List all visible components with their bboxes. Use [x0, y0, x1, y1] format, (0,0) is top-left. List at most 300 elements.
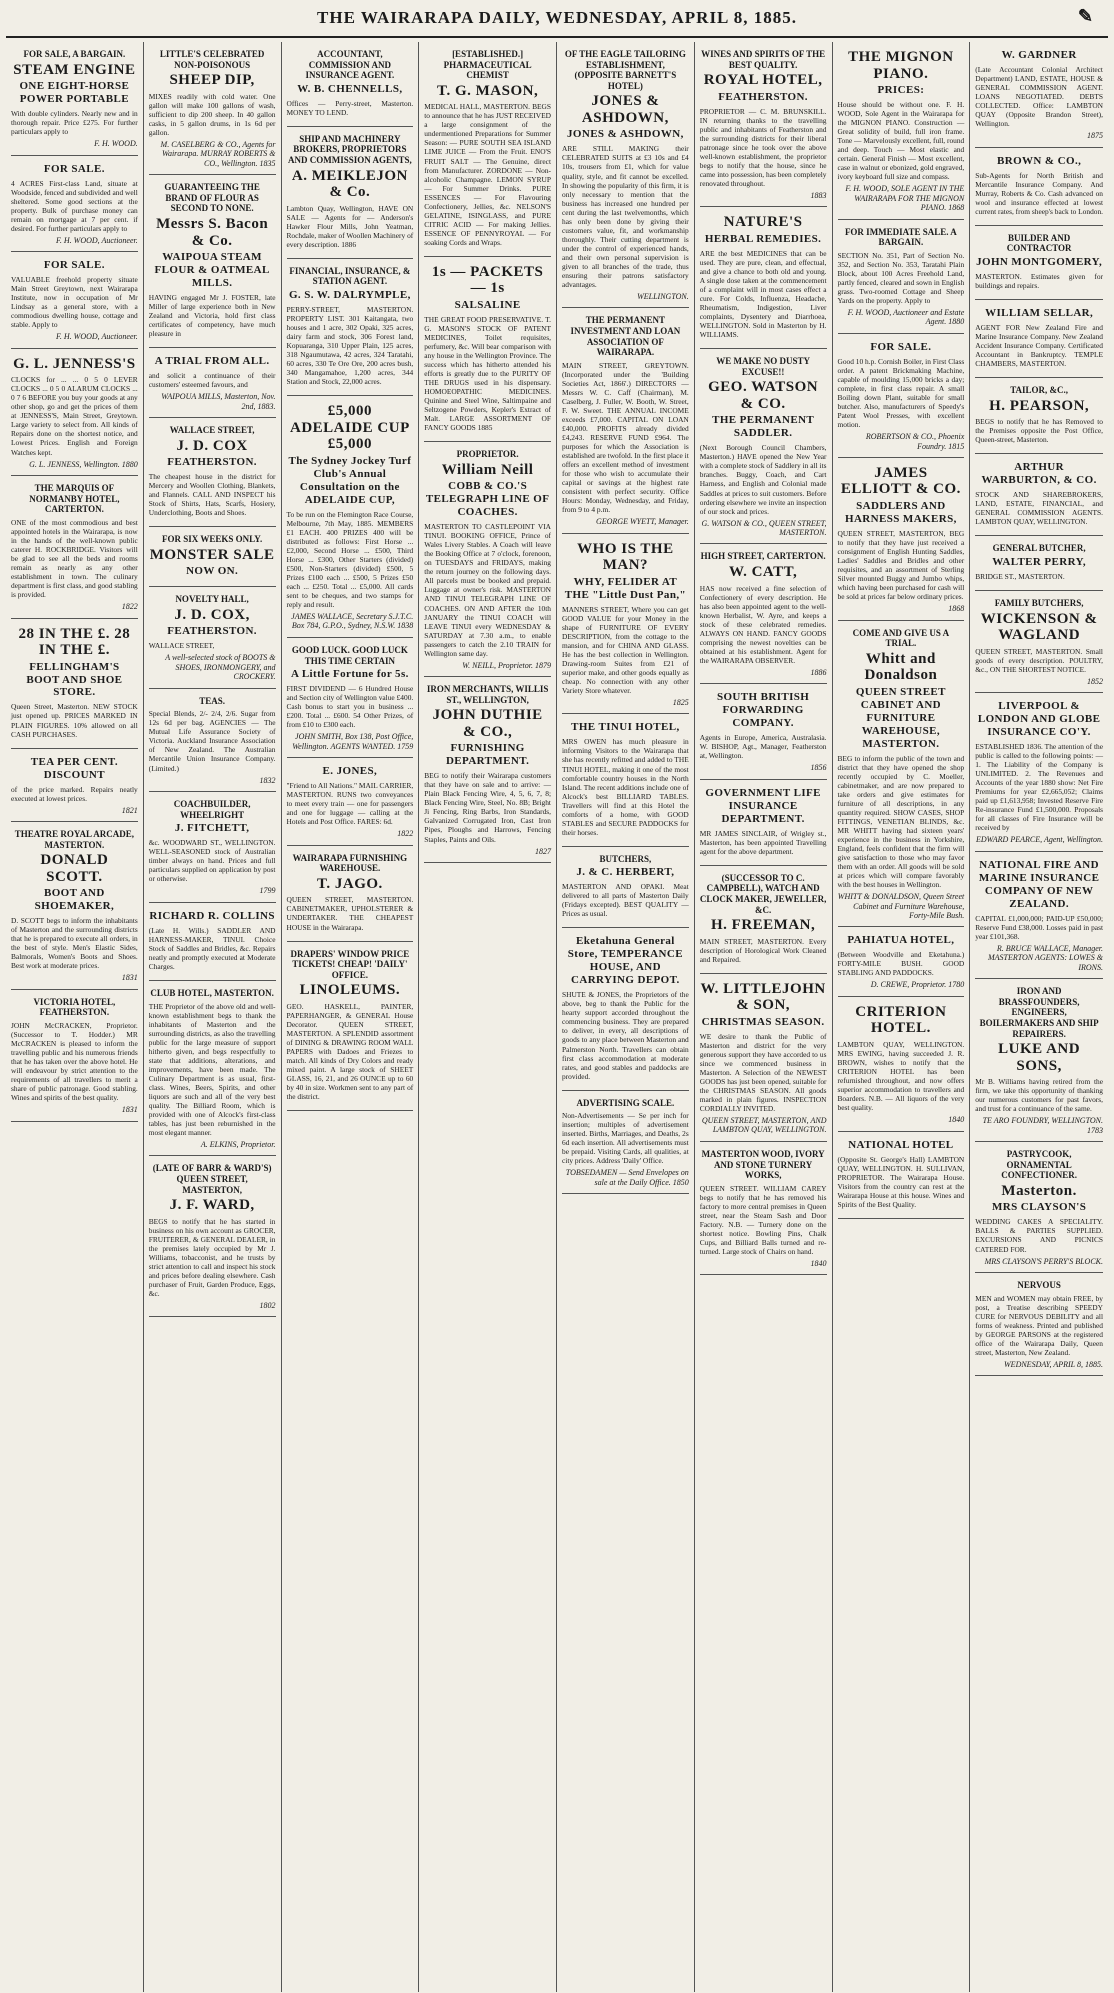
ad-body-text: QUEEN STREET, MASTERTON. Small goods of every description. POULTRY, &c., ON THE SHORTEST NOTICE.: [975, 646, 1103, 674]
column-6: [695, 42, 833, 1992]
ad-body-text: (Next Borough Council Chambers, Masterton.) HAVE opened the New Year with a complete stock of Saddlery in all its branches. Buggy, Coach, and Cart Harness, and English and Colonial made Saddles at prices to suit customers. Before ordering elsewhere we invite an inspection of our stock and prices.: [699, 443, 827, 516]
advertisement: [149, 1156, 276, 1317]
advertisement: [149, 348, 276, 418]
ad-subheadline: FEATHERSTON.: [167, 456, 257, 469]
ad-body-text: BEG to notify their Wairarapa customers that they have on sale and to arrive: — Plain Black Fencing Wire, 4, 5, 6, 7, 8; Black Fencing Wire, Steel, No. 8B; Bright Ji Fencing, Ring Barbs, Iron Standards, Galvanized Corrugated Iron, Cast Iron Pipes, Ploughs and Harrows, Fencing Staples, Paints and Oils.: [424, 771, 551, 844]
ad-heading-small: IRON AND BRASSFOUNDERS, ENGINEERS, BOILERMAKERS AND SHIP REPAIRERS.: [979, 986, 1099, 1039]
ad-body-text: (Late H. Wills.) SADDLER AND HARNESS-MAKER, TINUI. Choice Stock of Saddles and Bridles, &c. Repairs neatly and promptly executed at Moderate Charges.: [148, 925, 276, 971]
ad-subheadline: FOR SALE.: [43, 162, 105, 175]
advertisement: [975, 1142, 1103, 1273]
ad-headline: LINOLEUMS.: [299, 982, 401, 999]
ad-headline: W. LITTLEJOHN & SON,: [700, 980, 826, 1014]
hand-mark-icon: ✎: [1077, 6, 1094, 26]
ad-body-text: MASTERTON TO CASTLEPOINT VIA TINUI. BOOKING OFFICE, Prince of Wales Livery Stables. A Coach will leave the Booking Office at 7 o'clock, forenoon, on TUESDAYS and FRIDAYS, making the return journey on the following days. All parcels must be booked and prepaid. Luggage at owner's risk. MASTERTON AND TINUI TELEGRAPH LINE OF COACHES. ON AND AFTER the 10th JANUARY the TINUI COACH will LEAVE TINUI every WEDNESDAY & SATURDAY at 7.30 a.m., to enable passengers to catch the 2.10 TRAIN for Wellington same day.: [424, 522, 551, 658]
ad-heading-small: TAILOR, &C.,: [1010, 385, 1069, 396]
ad-body-text: JOHN McCRACKEN, Proprietor. (Successor to T. Hodder.) MR McCRACKEN is pleased to inform the travelling public and his numerous friends that he has taken over the above hotel. He will endeavour by strict attention to the requirements of all travellers to merit a share of public patronage. Good stabling. Wines and spirits of the best quality.: [11, 1021, 138, 1103]
column-7: [833, 42, 971, 1992]
ad-headline: MONSTER SALE: [149, 546, 275, 563]
advertisement: [700, 684, 827, 779]
ad-signature: 1886: [810, 667, 827, 677]
ad-body-text: WE desire to thank the Public of Masterton and district for the very generous support they have accorded to us since we commenced business in Masterton. A Selection of the NEWEST GOODS has just been opened, suitable for the CHRISTMAS SEASON. All goods marked in plain figures. INSPECTION CORDIALLY INVITED.: [699, 1031, 827, 1113]
ad-signature: 1840: [948, 1115, 965, 1125]
advertisement: [838, 621, 965, 928]
ad-headline: WHO IS THE MAN?: [577, 540, 674, 574]
ad-headline: T. G. MASON,: [437, 82, 539, 99]
ad-signature: F. H. WOOD.: [94, 139, 138, 149]
ad-subheadline: SALSALINE: [454, 298, 521, 311]
ad-heading-small: (LATE OF BARR & WARD'S) QUEEN STREET, MASTERTON,: [152, 1163, 272, 1195]
ad-heading-small: FOR SALE, A BARGAIN.: [23, 49, 126, 59]
ad-body-text: FIRST DIVIDEND — 6 Hundred House and Section city of Wellington value £400. Cash bonus to start you in business ... £200. Total ... £600. 54 Other Prizes, of from £10 to £300 each.: [286, 684, 414, 730]
ad-headline: 1s — PACKETS — 1s: [431, 263, 544, 297]
advertisement: [838, 997, 965, 1132]
advertisement: [149, 903, 276, 981]
advertisement: [287, 259, 414, 396]
advertisement: [562, 1091, 689, 1195]
column-1: [6, 42, 144, 1992]
ad-heading-small: LITTLE'S CELEBRATED NON-POISONOUS: [159, 49, 265, 70]
ad-subheadline: PRICES:: [877, 84, 925, 96]
advertisement-columns: [6, 42, 1108, 1992]
advertisement: [562, 714, 689, 846]
ad-body-text: MEN and WOMEN may obtain FREE, by post, a Treatise describing SPEEDY CURE for NERVOUS DEBILITY and all forms of weakness. Printed and published by GEORGE PARSONS at the registered office of the Wairarapa Daily, Queen street, Masterton, New Zealand.: [975, 1293, 1103, 1357]
ad-heading-small: NOVELTY HALL,: [175, 594, 249, 605]
ad-body-text: ONE of the most commodious and best appointed hotels in the Wairarapa, is now in the hands of the well-known public caterer H. ROCKBRIDGE. Visitors will be glad to see all the beds and rooms remain as nearly as any other establishment in town. The culinary department is first class, and good stabling is provided.: [11, 517, 138, 600]
ad-body-text: With double cylinders. Nearly new and in thorough repair. Price £275. For further particulars apply to: [11, 109, 138, 137]
ad-subheadline: W. GARDNER: [1001, 49, 1077, 61]
ad-signature: GEORGE WYETT, Manager.: [596, 517, 689, 527]
advertisement: [838, 334, 965, 458]
ad-heading-small: BUTCHERS,: [599, 853, 652, 864]
ad-body-text: STOCK AND SHAREBROKERS, LAND, ESTATE, FINANCIAL, and GENERAL COMMISSION AGENTS. LAMBTON QUAY, WELLINGTON.: [975, 490, 1103, 527]
ad-subheadline: HERBAL REMEDIES.: [704, 232, 822, 245]
ad-subheadline: CHRISTMAS SEASON.: [701, 1015, 825, 1028]
ad-signature: F. H. WOOD, Auctioneer and Estate Agent. 1880: [847, 307, 965, 327]
ad-subheadline: SADDLERS AND HARNESS MAKERS,: [845, 499, 957, 525]
ad-signature: TE ARO FOUNDRY, WELLINGTON. 1783: [982, 1116, 1103, 1135]
ad-body-text: QUEEN STREET, MASTERTON, BEG to notify that they have just received a consignment of English Hunting Saddles, Ladies' Saddles and Bridles and other requisites, and an assortment of Sterling Silver mounted Buggy and Jumbo whips, which having been purchased for cash will be sold at prices far below ordinary prices.: [837, 528, 965, 602]
ad-body-text: &c. WOODWARD ST., WELLINGTON. WELL-SEASONED stock of Australian timber always on hand. Prices and full particulars supplied on application by post or otherwise.: [148, 838, 276, 884]
ad-body-text: ARE STILL MAKING their CELEBRATED SUITS at £3 10s and £4 10s, trousers from £1, which for value quality, style, and fit cannot be excelled. In showing the popularity of this firm, it is only necessary to mention that the business has increased one hundred per cent during the last twelvemonths, which has only been done by giving their customers value, fit, and workmanship thoroughly. Their cutting department is under the control of experienced hands, and their own personal supervision is given to all branches of the trade, thus ensuring their patrons satisfactory advantages.: [562, 144, 689, 289]
ad-body-text: PERRY-STREET, MASTERTON. PROPERTY LIST. 301 Kaitangata, two houses and 1 acre, 302 Opaki, 325 acres, dairy farm and stock, 306 Forest land, Kopuaranga, 310 Upper Plain, 125 acres, 318 Ngaumutawa, 42 acres, 324 Taratahi, 60 acres, 330 Te Ore Ore, 200 acres bush, 340 Mangamahoe, 1,200 acres, 344 Station and Stock, 22,000 acres.: [286, 305, 414, 387]
ad-signature: WEDNESDAY, APRIL 8, 1885.: [1004, 1359, 1103, 1369]
ad-body-text: MAIN STREET, GREYTOWN. (Incorporated under the 'Building Societies Act, 1866'.) DIRECTORS — Messrs W. C. Caff (Chairman), M. Caselberg, J. Fuller, W. Booth, W. Street, F. W. Sweet. THE ANNUAL INCOME exceeds £7,000. CAPITAL ON LOAN £40,000. PROFITS already divided £4,243. RESERVE FUND £964. The purposes for which the Association is established are twofold. In the first place it offers an excellent method of investment for those who wish to accumulate their capital or savings at the highest rate consistent with perfect security. Office Hours: Monday, Wednesday, and Friday, from 9 to 4 p.m.: [562, 360, 689, 515]
advertisement: [424, 42, 551, 257]
ad-body-text: MASTERTON. Estimates given for buildings and repairs.: [975, 271, 1103, 290]
advertisement: [975, 226, 1103, 300]
ad-signature: 1822: [397, 829, 414, 839]
ad-subheadline: A Little Fortune for 5s.: [290, 668, 409, 681]
advertisement: [700, 42, 827, 207]
ad-headline: SHEEP DIP,: [169, 72, 255, 89]
advertisement: [424, 677, 551, 863]
advertisement: [838, 927, 965, 997]
advertisement: [975, 148, 1103, 226]
advertisement: [149, 418, 276, 527]
ad-body-text: CAPITAL £1,000,000; PAID-UP £50,000; Reserve Fund £38,000. Losses paid in past year £101,368.: [975, 913, 1103, 941]
ad-headline: William Neill: [441, 461, 534, 478]
advertisement: [838, 1132, 965, 1219]
ad-subheadline: W. B. CHENNELLS,: [297, 82, 403, 95]
advertisement: [975, 591, 1103, 693]
advertisement: [975, 693, 1103, 852]
ad-signature: 1821: [121, 805, 138, 815]
ad-headline: J. D. COX: [176, 437, 248, 454]
ad-heading-small: ADVERTISING SCALE.: [576, 1097, 675, 1108]
advertisement: [838, 220, 965, 334]
ad-headline: LUKE AND SONS,: [998, 1041, 1081, 1074]
ad-body-text: Good 10 h.p. Cornish Boiler, in First Class order. A patent Brickmaking Machine, capable of moulding 15,000 bricks a day; complete, in first class repair. A small Boiling down Plant, suitable for small butcher. Also, manufacturers of Speedy's Patent Wool Presses, with excellent motion.: [837, 356, 965, 430]
ad-headline: J. D. COX,: [174, 606, 250, 623]
advertisement: [287, 942, 414, 1112]
ad-heading-small: WALLACE STREET,: [169, 424, 255, 435]
ad-subheadline: QUEEN STREET CABINET AND FURNITURE WAREHOUSE, MASTERTON.: [855, 685, 946, 750]
ad-subheadline: FEATHERSTON.: [718, 90, 808, 103]
advertisement: [975, 852, 1103, 979]
ad-heading-small: HIGH STREET, CARTERTON.: [700, 551, 826, 562]
ad-body-text: GEO. HASKELL, PAINTER, PAPERHANGER, & GENERAL House Decorator. QUEEN STREET, MASTERTON. A SPLENDID assortment of DINING & DRAWING ROOM WALL PAPERS with Dadoes and Friezes to match. All kinds of Dry Colors and ready mixed paint. A large stock of SHEET GLASS, 16, 21, and 26 OUNCE up to 60 by 40 in size. Workmen sent to any part of the district.: [286, 1001, 414, 1102]
ad-subheadline: MRS CLAYSON'S: [991, 1201, 1087, 1214]
ad-subheadline: WHY, FELIDER AT THE "Little Dust Pan,": [564, 575, 686, 601]
advertisement: [287, 42, 414, 127]
ad-body-text: (Late Accountant Colonial Architect Department) LAND, ESTATE, HOUSE & GENERAL COMMISSION AGENT. LOANS NEGOTIATED. DEBTS COLLECTED. Office: LAMBTON QUAY (Opposite Brandon Street), Wellington.: [975, 64, 1103, 129]
ad-body-text: MEDICAL HALL, MASTERTON. BEGS to announce that he has JUST RECEIVED a large consignment of the undermentioned Preparations for Summer Season: — PURE SOUTH SEA ISLAND LIME JUICE — From the Fruit. ENO'S FRUIT SALT — The Genuine, direct from Manufacturer. ZORDONE — Non-alcoholic Champagne. LEMON SYRUP — For Summer Drinks. PURE ESSENCES — For Flavouring Confectionery, Jellies, &c. NELSON'S GELATINE, ISINGLASS, and PURE CITRIC ACID — For making Jellies. ESSENCE OF PENNYROYAL — For soaking Cords and Wraps.: [424, 102, 551, 247]
ad-body-text: MIXES readily with cold water. One gallon will make 100 gallons of wash, sufficient to dip 200 sheep. In 40 gallon casks, in 5 gallon drums, in 1s 6d per gallon.: [148, 91, 276, 137]
ad-heading-small: BUILDER AND CONTRACTOR: [1006, 232, 1072, 254]
advertisement: [11, 990, 138, 1122]
ad-subheadline: FOR SALE.: [43, 259, 105, 272]
ad-signature: 1831: [121, 1105, 138, 1115]
ad-subheadline: LIVERPOOL & LONDON AND GLOBE INSURANCE CO'Y.: [977, 700, 1101, 739]
ad-subheadline: NATIONAL FIRE AND MARINE INSURANCE COMPANY OF NEW ZEALAND.: [978, 858, 1100, 910]
ad-subheadline: The Sydney Jockey Turf Club's Annual Consultation on the ADELAIDE CUP,: [288, 454, 412, 506]
advertisement: [11, 476, 138, 619]
ad-body-text: (Opposite St. George's Hall) LAMBTON QUAY, WELLINGTON. H. SULLIVAN, PROPRIETOR. The Wairarapa House. Visitors from the country can rest at the Wairarapa House at this house. Wines and Spirits of the Best Quality.: [837, 1154, 965, 1209]
ad-subheadline: JONES & ASHDOWN,: [567, 128, 684, 141]
ad-signature: F. H. WOOD, Auctioneer.: [56, 332, 138, 342]
ad-heading-small: ACCOUNTANT, COMMISSION AND INSURANCE AGENT.: [305, 49, 395, 81]
advertisement: [424, 257, 551, 442]
ad-body-text: 4 ACRES First-class Land, situate at Woodside, fenced and subdivided and well sheltered. Some good sections at the property. Bulk of purchase money can remain on mortgage at 7 per cent. if desired. For further particulars apply to: [11, 178, 138, 233]
advertisement: [11, 42, 138, 156]
ad-signature: 1868: [948, 604, 965, 614]
ad-body-text: WALLACE STREET,: [148, 641, 215, 651]
advertisement: [562, 308, 689, 533]
ad-body-text: HAS now received a fine selection of Confectionery of every description. He has also been appointed agent to the well-known Herbalist, W. Ayre, and keeps a stock of these celebrated remedies. ALWAYS ON HAND. FANCY GOODS comprising the newest novelties can be obtained at his establishment. Agent for the WAIRARAPA OBSERVER.: [699, 583, 827, 665]
ad-signature: F. H. WOOD, Auctioneer.: [56, 235, 138, 245]
ad-headline: CRITERION HOTEL.: [855, 1003, 947, 1037]
ad-subheadline: RICHARD R. COLLINS: [149, 909, 275, 922]
ad-heading-small: [ESTABLISHED.] PHARMACEUTICAL CHEMIST: [443, 49, 532, 81]
advertisement: [287, 758, 414, 846]
ad-signature: WELLINGTON.: [637, 291, 689, 301]
ad-subheadline: FOR SALE.: [870, 340, 932, 353]
ad-heading-small: OF THE EAGLE TAILORING ESTABLISHMENT, (OPPOSITE BARNETT'S HOTEL): [564, 49, 686, 91]
ad-headline: GEO. WATSON & CO.: [708, 379, 819, 412]
advertisement: [11, 252, 138, 349]
ad-body-text: "Friend to All Nations." MAIL CARRIER, MASTERTON. RUNS two conveyances to meet every train — one for passengers and one for luggage — calling at the Hotels and Post Office. FARES: 6d.: [286, 781, 414, 827]
ad-body-text: House should be without one. F. H. WOOD, Sole Agent in the Wairarapa for the MIGNON PIANO. Construction — Great solidity of build, full iron frame. Tone — Marvelously excellent, full, round and deep. Touch — Most elastic and certain. General Finish — Most excellent, case in walnut or ebonized, gold engraved, ivory keyboard full size and compass.: [837, 99, 965, 182]
ad-body-text: WEDDING CAKES A SPECIALITY. BALLS & PARTIES SUPPLIED. EXCURSIONS AND PICNICS CATERED FOR.: [975, 1217, 1103, 1254]
ad-signature: 1883: [810, 190, 827, 200]
ad-body-text: PROPRIETOR — C. M. BRUNSKILL. IN returning thanks to the travelling public and inhabitants of Featherston and the surrounding districts for their liberal patronage since he took over the above well-known establishment, the proprietor begs to notify that the house, since he came into possession, has been completely renovated throughout.: [699, 106, 827, 188]
ad-signature: D. CREWE, Proprietor. 1780: [870, 980, 965, 990]
advertisement: [975, 42, 1103, 148]
ad-body-text: Special Blends, 2/- 2/4, 2/6. Sugar from 12s 6d per bag. AGENCIES — The Mutual Life Assurance Society of Victoria. Auckland Insurance Association of New Zealand. The Australian Mercantile Union Insurance Company. (Limited.): [148, 709, 276, 773]
ad-headline: WICKENSON & WAGLAND: [980, 610, 1098, 644]
ad-subheadline: Eketahuna General Store, TEMPERANCE HOUSE, AND CARRYING DEPOT.: [567, 935, 683, 987]
advertisement: [700, 866, 827, 974]
ad-heading-small: FOR IMMEDIATE SALE. A BARGAIN.: [844, 226, 957, 248]
ad-heading-small: TEAS.: [199, 695, 225, 706]
ad-body-text: SHUTE & JONES, the Proprietors of the above, beg to thank the Public for the hearty support accorded throughout the commencing business. They are prepared to deliver, in every, all descriptions of goods to any place between Masterton and Palmerston North. Travellers can obtain first class accommodation at moderate rates, and good stables and paddocks are provided.: [562, 990, 689, 1081]
ad-body-text: To be run on the Flemington Race Course, Melbourne, 7th May, 1885. MEMBERS £1 EACH. 400 PRIZES 400 will be distributed as follows: First Horse ... £2,000, Second Horse ... £500, Third Horse ... £300, Other Starters (divided) £500, Non-Starters (divided) £500, 5 Prizes £100 each ... £500, 5 Prizes £50 each ... £250. Total ... £5,000. All cards sent to be cheques, and two stamps for reply and result.: [286, 509, 414, 609]
ad-signature: QUEEN STREET, MASTERTON, AND LAMBTON QUAY, WELLINGTON.: [701, 1116, 827, 1135]
ad-body-text: Sub-Agents for North British and Mercantile Insurance Company. And Murray, Roberts & Co. Cash advanced on wool and insurance effected at lowest current rates, from sheep's back to London.: [975, 170, 1104, 216]
ad-headline: Masterton.: [1001, 1182, 1077, 1199]
ad-body-text: THE Proprietor of the above old and well-known establishment begs to thank the inhabitants of Masterton and the surrounding districts, as also the travelling public for the large measure of support hitherto given, and begs respectfully to state that additions, alterations, and improvements, have been made. The Culinary Department is as usual, first-class. Wines, Beers, Spirits, and other liquors are such and all of the very best quality. The Billiard Room, which is provided with one of Alcock's first-class tables, has just been reburnished in the most elegant manner.: [148, 1001, 276, 1137]
ad-body-text: ARE the best MEDICINES that can be used. They are pure, clean, and effectual, and give a chance to both old and young. A single dose taken at the commencement of a complaint will in most cases effect a cure. For Colds, Influenza, Headache, Rheumatism, Indigestion, Liver complaints, Dysentery and Diarrhoea, WELLINGTON. Sold in Masterton by H. WILLIAMS.: [699, 248, 827, 340]
advertisement: [975, 454, 1103, 536]
ad-headline: G. L. JENNESS'S: [13, 355, 136, 372]
ad-signature: 1832: [259, 775, 276, 785]
ad-subheadline: SOUTH BRITISH FORWARDING COMPANY.: [716, 691, 810, 730]
ad-signature: W. NEILL, Proprietor. 1879: [462, 660, 551, 670]
ad-headline: STEAM ENGINE: [13, 61, 136, 78]
ad-headline: Messrs S. Bacon & Co.: [156, 216, 269, 249]
advertisement: [838, 458, 965, 621]
ad-signature: TOBSEDAMEN — Send Envelopes on sale at the Daily Office. 1850: [565, 1168, 689, 1187]
masthead: [6, 0, 1108, 38]
column-8: [970, 42, 1108, 1992]
advertisement: [11, 749, 138, 822]
ad-body-text: D. SCOTT begs to inform the inhabitants of Masterton and the surrounding districts that he is prepared to execute all orders, in the best of style. Men's Elastic Sides, Balmorals, Women's Boots and Shoes. Best work at moderate prices.: [11, 916, 138, 971]
ad-subheadline: E. JONES,: [322, 765, 378, 778]
ad-headline: W. CATT,: [728, 564, 798, 581]
ad-subheadline: COBB & CO.'S TELEGRAPH LINE OF COACHES.: [425, 480, 550, 519]
ad-signature: 1852: [1087, 676, 1103, 686]
ad-heading-small: DRAPERS' WINDOW PRICE TICKETS! CHEAP! 'DAILY' OFFICE.: [290, 948, 410, 980]
ad-signature: 1802: [259, 1301, 276, 1311]
advertisement: [149, 527, 276, 587]
ad-subheadline: G. S. W. DALRYMPLE,: [288, 289, 411, 302]
ad-signature: F. H. WOOD, SOLE AGENT IN THE WAIRARAPA FOR THE MIGNON PIANO. 1868: [845, 184, 965, 213]
advertisement: [838, 42, 965, 220]
ad-heading-small: MASTERTON WOOD, IVORY AND STONE TURNERY WORKS,: [701, 1148, 825, 1181]
ad-heading-small: THE MARQUIS OF NORMANBY HOTEL, CARTERTON.: [29, 482, 120, 515]
advertisement: [700, 780, 827, 866]
ad-body-text: Queen Street, Masterton. NEW STOCK just opened up. PRICES MARKED IN PLAIN FIGURES. 10% allowed on all CASH PURCHASES.: [11, 702, 138, 739]
ad-body-text: and solicit a continuance of their customers' esteemed favours, and: [148, 371, 276, 390]
ad-heading-small: WAIRARAPA FURNISHING WAREHOUSE.: [292, 852, 408, 874]
ad-subheadline: ARTHUR WARBURTON, & CO.: [981, 461, 1097, 487]
ad-subheadline: J. FITCHETT,: [174, 822, 250, 835]
ad-headline: THE MIGNON PIANO.: [848, 49, 954, 82]
ad-subheadline: PAHIATUA HOTEL,: [847, 934, 955, 947]
ad-signature: M. CASELBERG & CO., Agents for Wairarapa. MURRAY ROBERTS & CO., Wellington. 1835: [160, 139, 276, 168]
ad-signature: JOHN SMITH, Box 138, Post Office, Wellington. AGENTS WANTED. 1759: [292, 732, 414, 751]
advertisement: [11, 822, 138, 990]
ad-heading-small: PROPRIETOR.: [456, 449, 519, 460]
advertisement: [287, 396, 414, 638]
ad-signature: EDWARD PEARCE, Agent, Wellington.: [976, 835, 1103, 845]
ad-heading-small: (SUCCESSOR TO C. CAMPBELL), WATCH AND CLOCK MAKER, JEWELLER, &C.: [699, 872, 827, 915]
advertisement: [700, 349, 827, 544]
ad-body-text: BEG to inform the public of the town and district that they have opened the shop recently occupied by C. Moeller, cabinetmaker, and are now prepared to take orders and give estimates for furniture of all descriptions, in any quantity required. SHOW CASES, SHOP FITTINGS, VENETIAN BLINDS, &c. MR WHITT having had sixteen years' experience in the business in Yorkshire, England, feels confident that the firm will give satisfaction to those who may favor them with an order. All goods will be sold at prices which will compare favorably with the best houses in Wellington.: [837, 753, 965, 890]
advertisement: [562, 42, 689, 308]
ad-body-text: MANNERS STREET, Where you can get GOOD VALUE for your Money in the shape of FURNITURE OF EVERY DESCRIPTION, from the cottage to the mansion, and for CHINA AND GLASS. He has the best collection in Wellington. Drawing-room Suites from £21 of superior make, and other goods equally as cheap. No connection with any other Variety Store whatever.: [562, 604, 689, 695]
ad-subheadline: ONE EIGHT-HORSE POWER PORTABLE: [19, 80, 130, 106]
ad-signature: ROBERTSON & CO., Phoenix Foundry. 1815: [865, 432, 965, 451]
ad-body-text: LAMBTON QUAY, WELLINGTON. MRS EWING, having succeeded J. R. BROWN, wishes to notify that the CRITERION HOTEL has been refurnished throughout, and now offers superior accommodation to travellers and Boarders. N.B. — All liquors of the very best quality.: [837, 1039, 965, 1113]
ad-body-text: MR JAMES SINCLAIR, of Wrigley st., Masterton, has been appointed Travelling agent for the above department.: [699, 828, 827, 856]
advertisement: [975, 378, 1103, 454]
ad-heading-small: GOOD LUCK. GOOD LUCK THIS TIME CERTAIN: [291, 644, 408, 666]
ad-headline: T. JAGO.: [316, 875, 383, 892]
ad-headline: JONES & ASHDOWN,: [581, 93, 669, 126]
advertisement: [562, 928, 689, 1090]
ad-subheadline: GOVERNMENT LIFE INSURANCE DEPARTMENT.: [705, 786, 821, 825]
ad-headline: 28 IN THE £. 28 IN THE £.: [18, 625, 131, 659]
ad-body-text: CLOCKS for ... ... 0 5 0 LEVER CLOCKS ... 0 5 0 ALARUM CLOCKS ... 0 7 6 BEFORE you buy your goods at any other shop, go and get the prices of them at JENNESS'S, Main Street, Greytown. Large variety to select from. All kinds of Repairs done on the shortest notice, and Lowest Prices. English and Foreign Watches kept.: [11, 375, 138, 457]
ad-subheadline: NOW ON.: [186, 565, 239, 578]
ad-signature: WHITT & DONALDSON, Queen Street Cabinet and Furniture Warehouse, Forty-Mile Bush.: [837, 892, 965, 920]
ad-subheadline: THE TINUI HOTEL,: [571, 721, 680, 734]
ad-subheadline: FURNISHING DEPARTMENT.: [445, 742, 530, 768]
ad-subheadline: BROWN & CO.,: [997, 154, 1082, 167]
advertisement: [700, 1142, 827, 1276]
ad-subheadline: JOHN MONTGOMERY,: [976, 255, 1103, 268]
ad-heading-small: NERVOUS: [1017, 1279, 1061, 1290]
ad-signature: 1831: [121, 973, 138, 983]
ad-body-text: (Between Woodville and Eketahuna.) FORTY-MILE BUSH. GOOD STABLING AND PADDOCKS.: [837, 950, 965, 978]
ad-subheadline: WAIPOUA STEAM FLOUR & OATMEAL MILLS.: [154, 251, 270, 289]
advertisement: [11, 349, 138, 476]
ad-body-text: SECTION No. 351, Part of Section No. 352, and Section No. 353, Taratahi Plain Block, about 100 Acres Freehold Land, partly fenced, cleared and sown in English grass. Two-roomed Cottage and Sheep Yards on the property. Apply to: [837, 250, 965, 305]
advertisement: [424, 442, 551, 677]
ad-signature: 1825: [672, 698, 689, 707]
ad-signature: MRS CLAYSON'S PERRY'S BLOCK.: [984, 1256, 1103, 1266]
ad-subheadline: FELLINGHAM'S BOOT AND SHOE STORE.: [26, 660, 123, 699]
advertisement: [562, 534, 689, 715]
ad-signature: JAMES WALLACE, Secretary S.J.T.C. Box 784, G.P.O., Sydney, N.S.W. 1838: [291, 612, 414, 631]
advertisement: [975, 1273, 1103, 1376]
ad-headline: NATURE'S: [723, 214, 803, 231]
ad-heading-small: SHIP AND MACHINERY BROKERS, PROPRIETORS AND COMMISSION AGENTS,: [287, 133, 412, 166]
ad-body-text: BEGS to notify that he has started in business on his own account as GROCER, FRUITERER, & GENERAL DEALER, in the premises lately occupied by Mr J. Williams, tobacconist, and he trusts by strict attention to call and inspect his stock and prices before dealing elsewhere. Cash purchaser of Fruit, Garden Produce, Eggs, &c.: [148, 1216, 276, 1298]
ad-heading-small: FINANCIAL, INSURANCE, & STATION AGENT.: [289, 265, 411, 287]
ad-signature: A. ELKINS, Proprietor.: [200, 1139, 276, 1149]
column-4: [419, 42, 557, 1992]
ad-heading-small: FOR SIX WEEKS ONLY.: [162, 534, 263, 545]
ad-signature: WAIPOUA MILLS, Masterton, Nov. 2nd, 1883.: [161, 392, 276, 411]
ad-subheadline: THE PERMANENT SADDLER.: [712, 414, 815, 440]
advertisement: [149, 175, 276, 348]
ad-heading-small: WINES AND SPIRITS OF THE BEST QUALITY.: [701, 49, 826, 70]
column-5: [557, 42, 695, 1992]
ad-heading-small: VICTORIA HOTEL, FEATHERSTON.: [33, 996, 116, 1018]
newspaper-title: THE WAIRARAPA DAILY, WEDNESDAY, APRIL 8, 1885.: [317, 8, 797, 27]
ad-headline: Whitt and Donaldson: [864, 650, 938, 684]
ad-subheadline: WILLIAM SELLAR,: [985, 307, 1094, 319]
ad-heading-small: THE PERMANENT INVESTMENT AND LOAN ASSOCIATION OF WAIRARAPA.: [570, 315, 681, 358]
ad-body-text: MAIN STREET, MASTERTON. Every description of Horological Work Cleaned and Repaired.: [699, 936, 827, 964]
advertisement: [149, 42, 276, 175]
ad-subheadline: NATIONAL HOTEL: [848, 1138, 954, 1151]
ad-heading-small: COACHBUILDER, WHEELRIGHT: [173, 798, 251, 820]
advertisement: [149, 689, 276, 792]
ad-heading-small: WE MAKE NO DUSTY EXCUSE!!: [716, 356, 810, 377]
advertisement: [700, 544, 827, 684]
ad-body-text: Lambton Quay, Wellington, HAVE ON SALE — Agents for — Anderson's Hawker Flour Mills, John Yeatman, Rochdale, maker of Woollen Machinery of every description. 1886: [286, 203, 414, 249]
advertisement: [287, 846, 414, 942]
ad-body-text: AGENT FOR New Zealand Fire and Marine Insurance Company. New Zealand Accident Insurance Company. Certificated Accountant in Bankruptcy. TEMPLE CHAMBERS, MASTERTON.: [975, 322, 1103, 369]
ad-heading-small: THEATRE ROYAL ARCADE, MASTERTON.: [14, 829, 135, 850]
ad-body-text: HAVING engaged Mr J. FOSTER, late Miller of large experience both in New Zealand and Victoria, hold first class certificates of competency, have much pleasure in: [148, 292, 276, 339]
advertisement: [975, 536, 1103, 591]
ad-body-text: ESTABLISHED 1836. The attention of the public is called to the following points: — 1. The Liability of the Company is UNLIMITED. 2. The Revenues and Accounts of the year 1880 show: Net Fire Premiums for year £2,665,052; Claims paid up £1,613,958; Invested Reserve Fire Re-insurance Fund £1,500,000. Proposals for all classes of Fire Insurance will be received by: [975, 742, 1103, 833]
ad-signature: G. WATSON & CO., QUEEN STREET, MASTERTON.: [701, 518, 827, 538]
ad-body-text: QUEEN STREET. WILLIAM CAREY begs to notify that he has removed his factory to more central premises in Queen street, near the Steam Sash and Door Factory. N.B. — Turnery done on the shortest notice. Bowling Pins, Chalk Cups, and Billiard Balls turned and re-turned. Large stock of Chairs on hand.: [699, 1183, 827, 1256]
ad-headline: ROYAL HOTEL,: [703, 72, 823, 89]
advertisement: [11, 619, 138, 749]
ad-signature: 1822: [121, 602, 138, 612]
ad-subheadline: TEA PER CENT. DISCOUNT: [30, 755, 118, 781]
ad-headline: H. PEARSON,: [989, 397, 1090, 414]
ad-body-text: MASTERTON AND OPAKI. Meat delivered to all parts of Masterton Daily (Fridays excepted). BEST QUALITY — Prices as usual.: [562, 882, 689, 919]
ad-signature: 1827: [535, 846, 551, 856]
ad-signature: A well-selected stock of BOOTS & SHOES, IRONMONGERY, and CROCKERY.: [165, 653, 276, 682]
ad-body-text: Mr B. Williams having retired from the firm, we take this opportunity of thanking our numerous customers for past favors, and trust for a continuance of the same.: [975, 1077, 1103, 1114]
ad-body-text: BRIDGE ST., MASTERTON.: [975, 571, 1065, 581]
ad-headline: JAMES ELLIOTT & CO.: [840, 464, 961, 498]
ad-signature: 1840: [810, 1258, 827, 1268]
advertisement: [975, 300, 1103, 378]
ad-heading-small: COME AND GIVE US A TRIAL.: [852, 627, 950, 649]
ad-headline: £5,000 ADELAIDE CUP £5,000: [289, 403, 410, 453]
advertisement: [562, 847, 689, 929]
ad-signature: G. L. JENNESS, Wellington. 1880: [29, 459, 138, 469]
ad-heading-small: CLUB HOTEL, MASTERTON.: [150, 987, 274, 998]
ad-heading-small: GENERAL BUTCHER,: [992, 543, 1086, 554]
advertisement: [975, 979, 1103, 1142]
column-3: [282, 42, 420, 1992]
ad-body-text: VALUABLE freehold property situate Main Street Greytown, next Wairarapa Institute, now in occupation of Mr Lindsay as a general store, with a commodious dwelling house, cottage and stable. Apply to: [11, 275, 138, 330]
ad-body-text: The cheapest house in the district for Mercery and Woollen Clothing, Blankets, and Flannels. CALL AND INSPECT his Stock of Shirts, Hats, Scarfs, Hosiery, Underclothing, Boots and Shoes.: [148, 472, 276, 518]
ad-body-text: Agents in Europe, America, Australasia. W. BISHOP, Agt., Manager, Featherston at, Wellington.: [699, 733, 827, 761]
ad-signature: 1875: [1087, 131, 1103, 141]
ad-signature: R. BRUCE WALLACE, Manager. MASTERTON AGENTS: LOWES & IRONS.: [987, 943, 1103, 972]
advertisement: [149, 587, 276, 688]
advertisement: [700, 207, 827, 349]
ad-heading-small: FAMILY BUTCHERS,: [994, 598, 1084, 608]
ad-body-text: BEGS to notify that he has Removed to the Premises opposite the Post Office, Queen-street, Masterton.: [975, 417, 1103, 445]
advertisement: [149, 981, 276, 1157]
advertisement: [287, 127, 414, 259]
advertisement: [11, 156, 138, 253]
ad-subheadline: BOOT AND SHOEMAKER,: [34, 887, 115, 913]
ad-headline: A. MEIKLEJON & Co.: [291, 167, 408, 201]
ad-heading-small: GUARANTEEING THE BRAND OF FLOUR AS SECOND TO NONE.: [164, 182, 260, 214]
ad-subheadline: WALTER PERRY,: [992, 556, 1087, 568]
advertisement: [287, 638, 414, 758]
ad-heading-small: PASTRYCOOK, ORNAMENTAL CONFECTIONER.: [1001, 1149, 1077, 1181]
ad-body-text: QUEEN STREET, MASTERTON. CABINETMAKER, UPHOLSTERER & UNDERTAKER. THE CHEAPEST HOUSE in the Wairarapa.: [286, 895, 414, 932]
ad-body-text: of the price marked. Repairs neatly executed at lowest prices.: [11, 784, 138, 803]
advertisement: [149, 792, 276, 903]
ad-body-text: MRS OWEN has much pleasure in informing Visitors to the Wairarapa that she has recently refitted and added to THE TINUI HOTEL, making it one of the most comfortable country houses in the North Island. The recent additions include one of Alcock's best BILLIARD TABLES. Travellers will find at this Hotel the comforts of a home, with GOOD STABLES and SECURE PADDOCKS for their horses.: [562, 737, 689, 837]
column-2: [144, 42, 282, 1992]
